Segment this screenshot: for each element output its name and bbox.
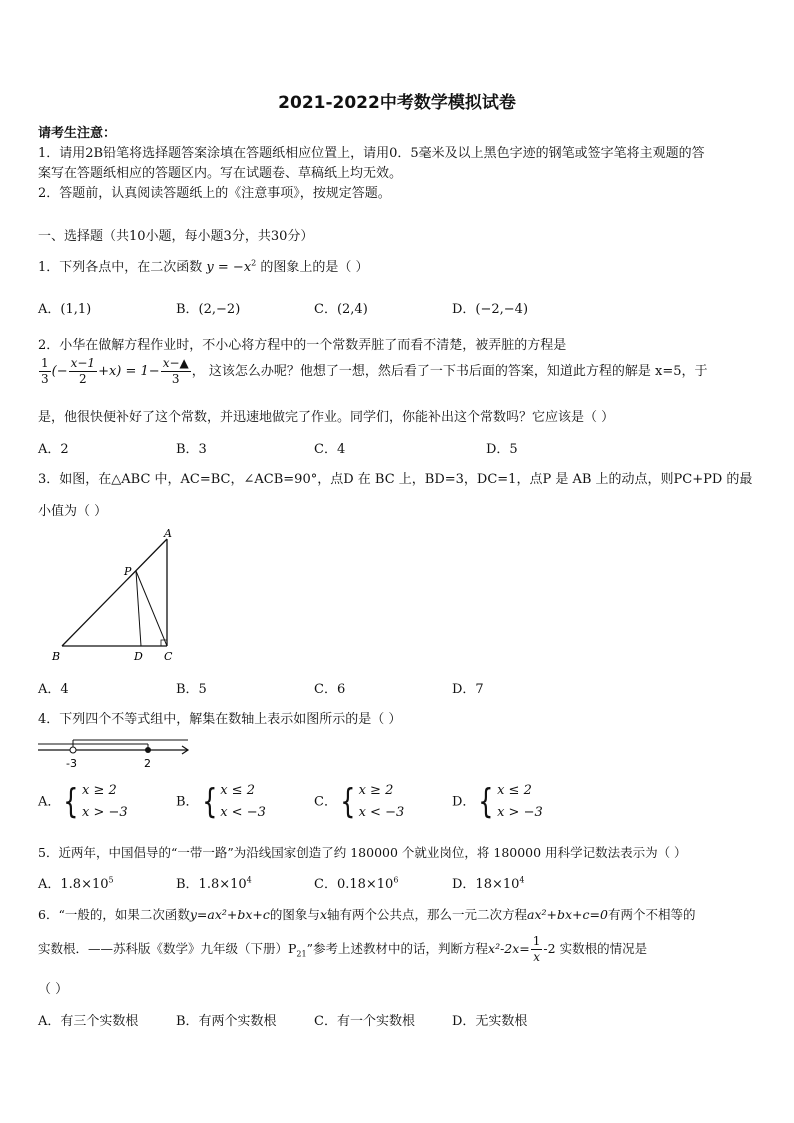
page-title: 2021-2022中考数学模拟试卷 bbox=[278, 93, 516, 113]
question-6-option-b[interactable]: B．有两个实数根 bbox=[176, 1014, 277, 1029]
question-6-stem-a: 6．“一般的，如果二次函数y=ax²+bx+c的图象与x轴有两个公共点，那么一元二次方程ax²+bx+c=0有两个不相等的 bbox=[38, 907, 696, 922]
label-a: A bbox=[164, 527, 172, 540]
question-5-option-a[interactable]: A．$1.8\times 10^5$ bbox=[38, 875, 114, 892]
question-2-option-b[interactable]: B．3 bbox=[176, 442, 207, 457]
question-6-option-d[interactable]: D．无实数根 bbox=[452, 1014, 528, 1029]
question-3-option-a[interactable]: A．4 bbox=[38, 682, 69, 697]
question-2-option-a[interactable]: A．2 bbox=[38, 442, 69, 457]
question-1-formula: y = −x bbox=[206, 260, 252, 275]
question-1-stem: 1．下列各点中，在二次函数 $y = -x^2$ 的图象上的是（ ） bbox=[38, 258, 369, 275]
question-6-option-a[interactable]: A．有三个实数根 bbox=[38, 1014, 139, 1029]
question-2-option-c[interactable]: C．4 bbox=[314, 442, 346, 457]
question-3-option-c[interactable]: C．6 bbox=[314, 682, 346, 697]
notice-line-1a: 1．请用2B铅笔将选择题答案涂填在答题纸相应位置上，请用0．5毫米及以上黑色字迹的钢笔或签字笔将主观题的答 bbox=[38, 146, 705, 161]
question-3-stem-a: 3．如图，在△ABC 中，AC=BC，∠ACB=90°，点D 在 BC 上，BD=3，DC=1，点P 是 AB 上的动点，则PC+PD 的最 bbox=[38, 472, 753, 487]
question-3-option-d[interactable]: D．7 bbox=[452, 682, 484, 697]
question-4-option-c[interactable]: C．{ x ≥ 2 x < −3 bbox=[314, 782, 405, 822]
question-4-option-b[interactable]: B．{ x ≤ 2 x < −3 bbox=[176, 782, 266, 822]
question-5-option-b[interactable]: B．$1.8\times 10^4$ bbox=[176, 875, 252, 892]
question-6-option-c[interactable]: C．有一个实数根 bbox=[314, 1014, 415, 1029]
notice-line-2: 2．答题前，认真阅读答题纸上的《注意事项》，按规定答题。 bbox=[38, 186, 391, 201]
equation-fraction: $\frac{1}{3}$ bbox=[41, 356, 49, 386]
closed-point bbox=[145, 747, 151, 753]
label-c: C bbox=[164, 650, 173, 663]
question-2-equation-line: $\frac{1}{3}$ (− $\frac{x-1}{2}$ +x) = 1− $\frac{x-▲}{3}$ ， 这该怎么办呢？他想了一想，然后看了一下书后面的答案，知道此方程的解是 x=5，于 bbox=[41, 356, 708, 386]
question-1-option-a[interactable]: A．(1,1) bbox=[38, 302, 92, 317]
side-ab bbox=[62, 539, 167, 646]
tick-label-2: 2 bbox=[144, 757, 151, 770]
label-b: B bbox=[52, 650, 61, 663]
question-1-option-d[interactable]: D．(−2,−4) bbox=[452, 302, 529, 317]
question-1-option-b[interactable]: B．(2,−2) bbox=[176, 302, 241, 317]
triangle-figure bbox=[50, 525, 190, 665]
question-3-option-b[interactable]: B．5 bbox=[176, 682, 207, 697]
notice-line-1b: 案写在答题纸相应的答题区内。写在试题卷、草稿纸上均无效。 bbox=[38, 166, 403, 181]
question-4-option-a[interactable]: A．{ x ≥ 2 x > −3 bbox=[38, 782, 128, 822]
question-5-option-d[interactable]: D．$18\times 10^4$ bbox=[452, 875, 525, 892]
notice-heading: 请考生注意： bbox=[38, 126, 117, 141]
question-6-paren: （ ） bbox=[38, 982, 69, 997]
section-heading: 一、选择题（共10小题，每小题3分，共30分） bbox=[38, 229, 314, 244]
question-6-stem-b: 实数根．——苏科版《数学》九年级（下册）$P_{21}$”参考上述教材中的话，判断方程x²-2x= $\frac{1}{x}$ -2 实数根的情况是 bbox=[38, 934, 648, 964]
question-2-stem: 2．小华在做解方程作业时，不小心将方程中的一个常数弄脏了而看不清楚，被弄脏的方程是 bbox=[38, 338, 567, 353]
label-d: D bbox=[134, 650, 143, 663]
question-2-option-d[interactable]: D．5 bbox=[486, 442, 518, 457]
number-line bbox=[36, 730, 196, 772]
question-4-option-d[interactable]: D．{ x ≤ 2 x > −3 bbox=[452, 782, 543, 822]
question-4-stem: 4．下列四个不等式组中，解集在数轴上表示如图所示的是（ ） bbox=[38, 712, 402, 727]
question-2-line-3: 是，他很快便补好了这个常数，并迅速地做完了作业。同学们，你能补出这个常数吗？它应该是（ ） bbox=[38, 410, 615, 425]
question-1-option-c[interactable]: C．(2,4) bbox=[314, 302, 368, 317]
open-point bbox=[70, 747, 76, 753]
question-5-option-c[interactable]: C．$0.18\times 10^6$ bbox=[314, 875, 399, 892]
question-5-stem: 5．近两年，中国倡导的“一带一路”为沿线国家创造了约 180000 个就业岗位，将 180000 用科学记数法表示为（ ） bbox=[38, 845, 687, 860]
question-3-stem-b: 小值为（ ） bbox=[38, 504, 108, 519]
tick-label-minus-3: -3 bbox=[66, 757, 77, 770]
label-p: P bbox=[124, 565, 132, 578]
